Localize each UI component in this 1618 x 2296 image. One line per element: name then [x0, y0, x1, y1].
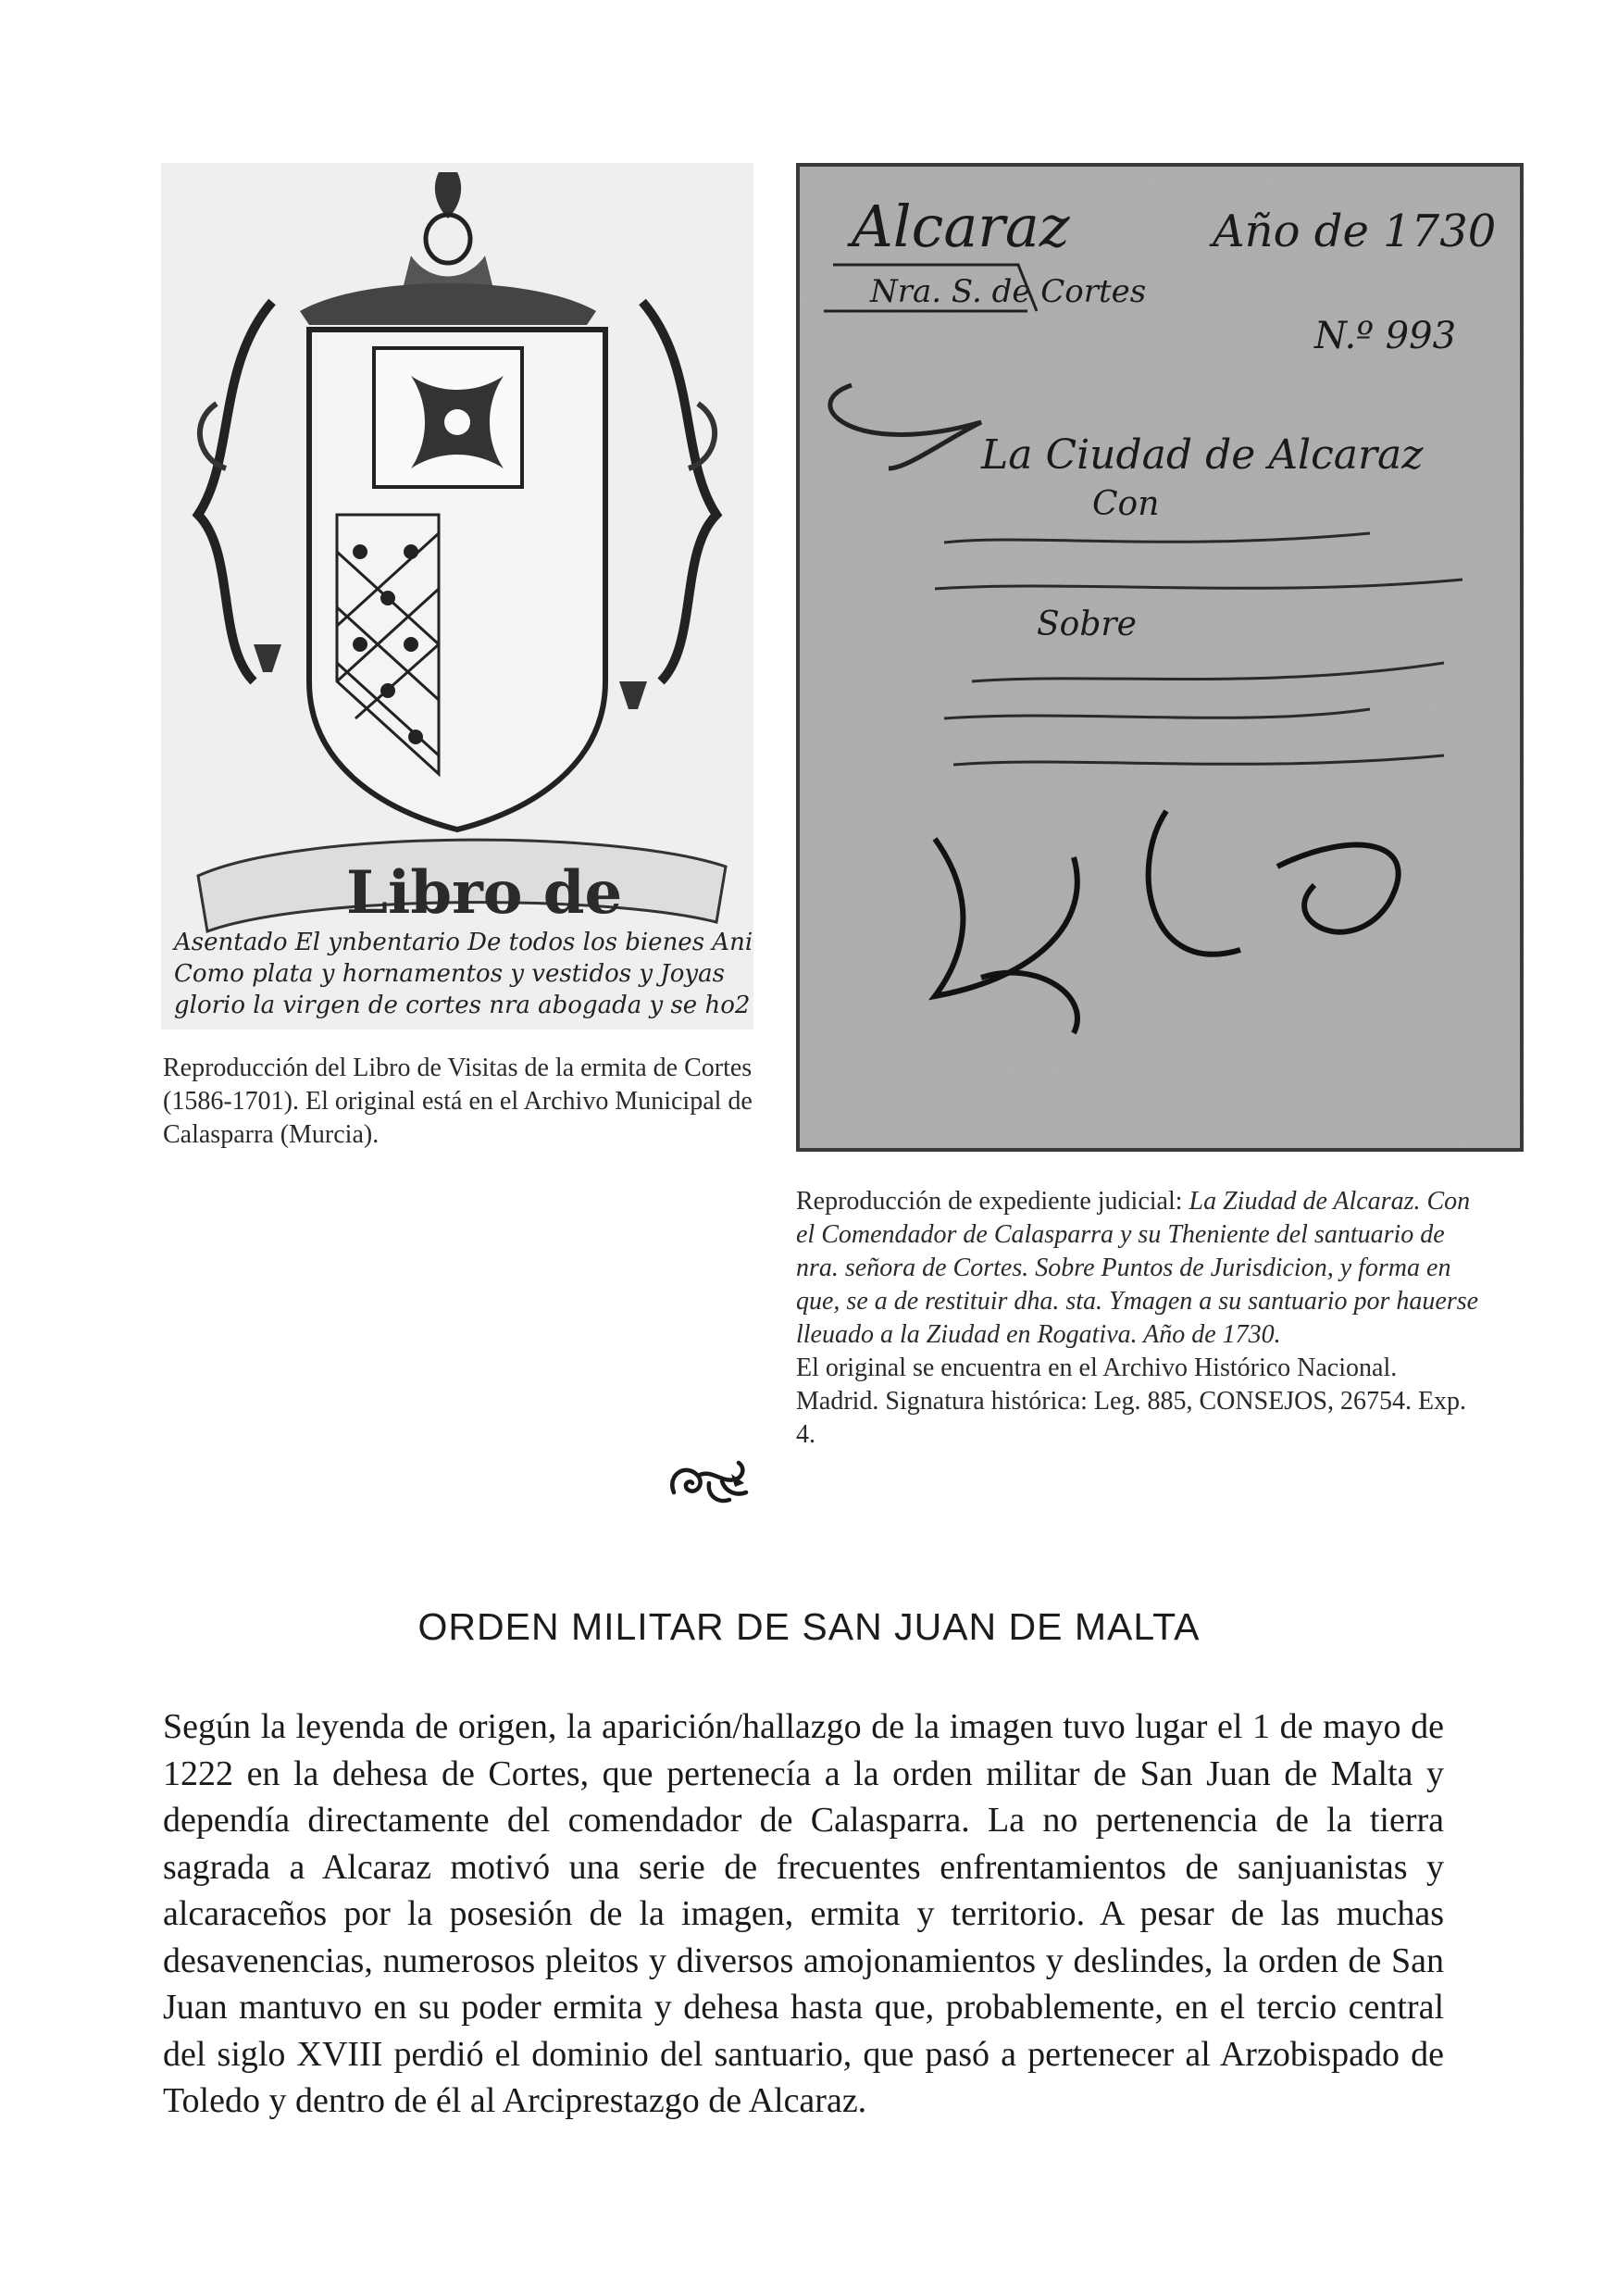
- caption-right: [796, 1185, 1481, 1452]
- manuscript-heading-left: Alcaraz: [852, 193, 1070, 260]
- coat-of-arms-image: [161, 163, 753, 1029]
- manuscript-image: [796, 163, 1524, 1152]
- body-paragraph: Según la leyenda de origen, la aparición/hallazgo de la imagen tuvo lugar el 1 de mayo de 1222 en la dehesa de Cortes, que pertenecía a la orden militar de San Juan de Malta y dependía directamente del comendador de Calasparra. La no pertenencia de la tierra sagrada a Alcaraz motivó una serie de frecuentes enfrentamientos de sanjuanistas y alcaraceños por la posesión de la imagen, ermita y territorio. A pesar de las muchas desavenencias, numerosos pleitos y diversos amojonamientos y deslindes, la orden de San Juan mantuvo en su poder ermita y dehesa hasta que, probablemente, en el tercio central del siglo XVIII perdió el dominio del santuario, que pasó a pertenecer al Arzobispado de Toledo y dentro de él al Arciprestazgo de Alcaraz.: [163, 1707, 1444, 2120]
- manuscript-line-1: La Ciudad de Alcaraz: [981, 431, 1424, 479]
- manuscript-heading-right: Año de 1730: [1213, 206, 1497, 257]
- inscription-line-4: glorio la virgen de cortes nra abogada y se ho2: [174, 992, 751, 1019]
- inscription-line-3: Como plata y hornamentos y vestidos y Joyas: [174, 960, 725, 988]
- manuscript-line-3: Sobre: [1037, 605, 1137, 643]
- coat-of-arms-drawing: [161, 163, 753, 1029]
- section-title: ORDEN MILITAR DE SAN JUAN DE MALTA: [417, 1605, 1201, 1648]
- manuscript-number: N.º 993: [1314, 315, 1457, 357]
- inscription-line-2: Asentado El ynbentario De todos los bienes Ani: [174, 929, 753, 956]
- inscription-line-1: Libro de: [346, 858, 623, 928]
- caption-right-title: La Ziudad de Alcaraz. Con el Comendador de Calasparra y su Theniente del santuario de nra. señora de Cortes. Sobre Puntos de Jurisdicion, y forma en que, se a de restituir dha. sta. Ymagen a su santuario por hauerse lleuado a la Ziudad en Rogativa. Año de 1730.: [796, 1187, 1479, 1349]
- caption-right-intro: Reproducción de expediente judicial:: [796, 1187, 1189, 1216]
- manuscript-heading-sub: Nra. S. de Cortes: [870, 273, 1147, 310]
- caption-right-source: El original se encuentra en el Archivo Histórico Nacional. Madrid. Signatura histórica: Leg. 885, CONSEJOS, 26754. Exp. 4.: [796, 1354, 1467, 1449]
- caption-left: Reproducción del Libro de Visitas de la ermita de Cortes (1586-1701). El original está en el Archivo Municipal de Calasparra (Murcia).: [163, 1054, 753, 1149]
- fleuron-icon: [666, 1455, 752, 1507]
- manuscript-line-2: Con: [1092, 485, 1160, 523]
- manuscript-drawing: [796, 163, 1524, 1152]
